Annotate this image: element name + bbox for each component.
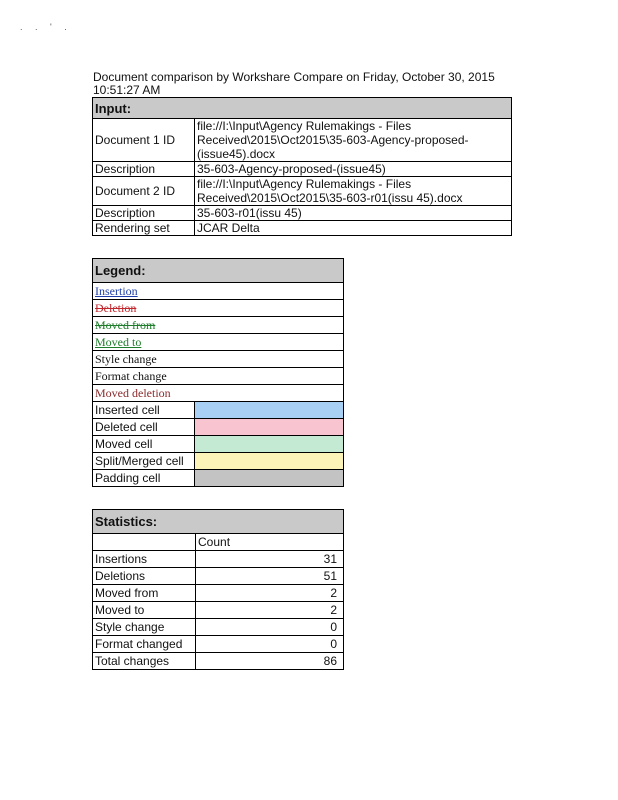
legend-style-change: [93, 351, 344, 368]
legend-style-change-text: Style change: [95, 351, 157, 366]
legend-split-merged-cell-swatch: [195, 453, 344, 470]
legend-format-change: [93, 368, 344, 385]
doc2-description-value: 35-603-r01(issu 45): [195, 206, 512, 221]
legend-table: [92, 258, 344, 487]
stat-moved-from-label: Moved from: [93, 585, 196, 602]
legend-insertion-text: Insertion: [95, 283, 138, 298]
doc2-description-label: Description: [93, 206, 195, 221]
legend-moved-deletion-text: Moved deletion: [95, 385, 171, 400]
input-table: [92, 97, 512, 236]
rendering-set-value: JCAR Delta: [195, 221, 512, 236]
legend-moved-cell-swatch: [195, 436, 344, 453]
legend-moved-to-text: Moved to: [95, 334, 142, 349]
stat-format-changed-count: 0: [196, 636, 344, 653]
statistics-corner: [93, 534, 196, 551]
legend-inserted-cell-swatch: [195, 402, 344, 419]
stat-moved-to-count: 2: [196, 602, 344, 619]
legend-heading: Legend:: [93, 259, 344, 283]
doc2-id-value: file://I:\Input\Agency Rulemakings - Files Received\2015\Oct2015\35-603-r01(issu 45).docx: [195, 177, 512, 206]
stat-insertions-label: Insertions: [93, 551, 196, 568]
legend-padding-cell-label: Padding cell: [93, 470, 195, 487]
legend-deletion: [93, 300, 344, 317]
stat-insertions-count: 31: [196, 551, 344, 568]
stat-deletions-label: Deletions: [93, 568, 196, 585]
doc1-id-value: file://I:\Input\Agency Rulemakings - Files Received\2015\Oct2015\35-603-Agency-proposed-(issue45).docx: [195, 119, 512, 162]
legend-moved-to: [93, 334, 344, 351]
stat-total-changes-count: 86: [196, 653, 344, 670]
comparison-time: 10:51:27 AM: [93, 83, 161, 97]
stat-total-changes-label: Total changes: [93, 653, 196, 670]
legend-inserted-cell-label: Inserted cell: [93, 402, 195, 419]
statistics-table: [92, 509, 344, 670]
stat-moved-to-label: Moved to: [93, 602, 196, 619]
legend-format-change-text: Format change: [95, 368, 167, 383]
stat-style-change-label: Style change: [93, 619, 196, 636]
comparison-header: [93, 71, 513, 97]
statistics-count-header: Count: [196, 534, 344, 551]
scan-marks: . . ' .: [20, 22, 72, 32]
doc1-description-value: 35-603-Agency-proposed-(issue45): [195, 162, 512, 177]
stat-moved-from-count: 2: [196, 585, 344, 602]
statistics-heading: Statistics:: [93, 510, 344, 534]
rendering-set-label: Rendering set: [93, 221, 195, 236]
legend-moved-from: [93, 317, 344, 334]
stat-format-changed-label: Format changed: [93, 636, 196, 653]
legend-deleted-cell-swatch: [195, 419, 344, 436]
stat-style-change-count: 0: [196, 619, 344, 636]
legend-insertion: [93, 283, 344, 300]
comparison-title: Document comparison by Workshare Compare on Friday, October 30, 2015: [93, 70, 495, 84]
legend-moved-deletion: [93, 385, 344, 402]
doc1-description-label: Description: [93, 162, 195, 177]
legend-split-merged-cell-label: Split/Merged cell: [93, 453, 195, 470]
legend-moved-cell-label: Moved cell: [93, 436, 195, 453]
legend-moved-from-text: Moved from: [95, 317, 156, 332]
legend-deletion-text: Deletion: [95, 300, 137, 315]
input-heading: Input:: [93, 98, 512, 119]
legend-deleted-cell-label: Deleted cell: [93, 419, 195, 436]
doc2-id-label: Document 2 ID: [93, 177, 195, 206]
legend-padding-cell-swatch: [195, 470, 344, 487]
doc1-id-label: Document 1 ID: [93, 119, 195, 162]
stat-deletions-count: 51: [196, 568, 344, 585]
